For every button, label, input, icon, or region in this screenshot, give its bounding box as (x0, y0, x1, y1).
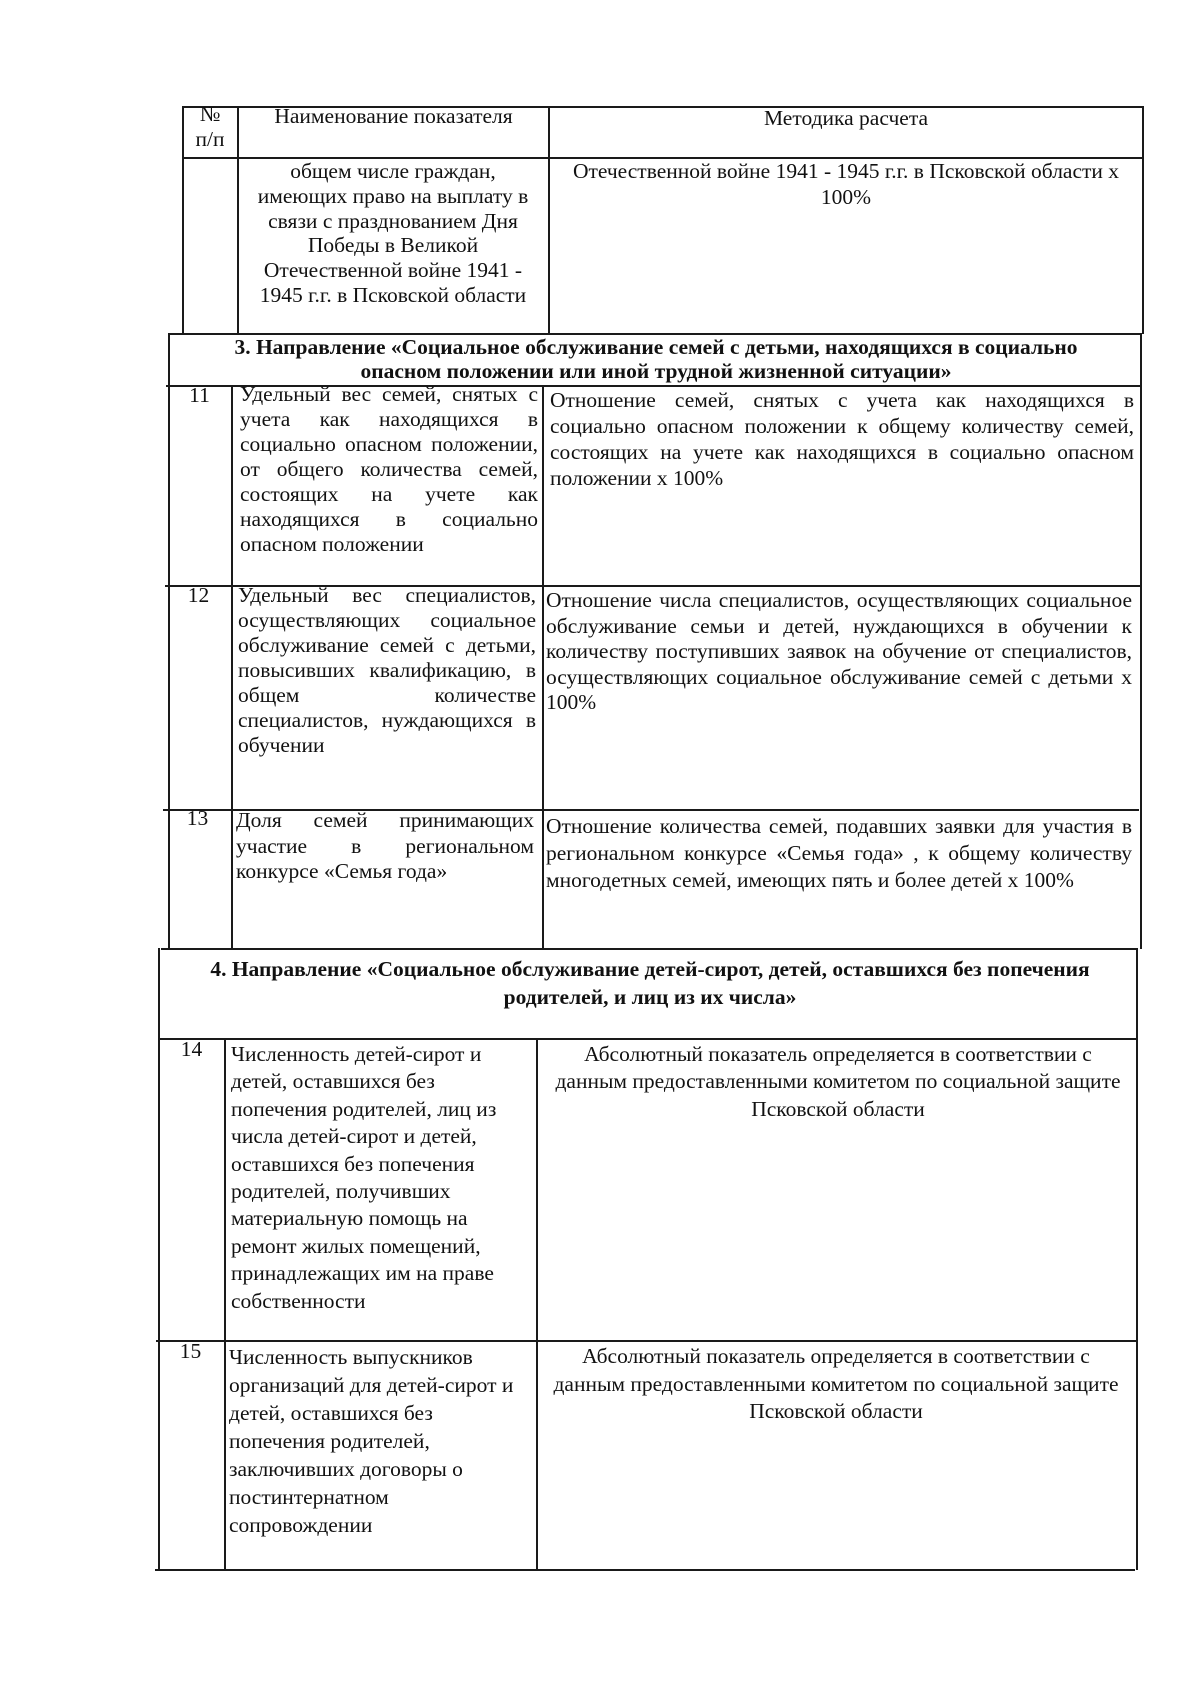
cont-method: Отечественной войне 1941 - 1945 г.г. в Псковской области х 100% (572, 159, 1120, 209)
row14-method: Абсолютный показатель определяется в соответствии с данным предоставленными комитетом по социальной защите Псковской области (555, 1042, 1121, 1121)
left-border-2 (168, 333, 170, 949)
row13-method: Отношение количества семей, подавших заявки для участия в региональном конкурсе «Семья года» , к общему количеству многодетных семей, имеющих пять и более детей х 100% (546, 814, 1132, 892)
right-border-1 (1142, 106, 1144, 334)
header-num: № п/п (195, 102, 225, 151)
row13-num: 13 (186, 806, 209, 830)
header-method: Методика расчета (763, 106, 929, 130)
row15-name: Численность выпускников организаций для детей-сирот и детей, оставшихся без попечения родителей, заключивших договоры о постинтернатном сопровождении (229, 1345, 514, 1537)
right-border-3 (1136, 948, 1138, 1570)
right-border-2 (1140, 333, 1142, 949)
row11-num: 11 (189, 383, 210, 407)
row11-method: Отношение семей, снятых с учета как находящихся в социально опасном положении к общему количеству семей, состоящих на учете как находящихся в социально опасном положении х 100% (550, 388, 1134, 490)
section4-heading: 4. Направление «Социальное обслуживание детей-сирот, детей, оставшихся без попечения родителей, и лиц из их числа» (210, 957, 1090, 1009)
row12-name: Удельный вес специалистов, осуществляющих социальное обслуживание семей с детьми, повысивших квалификацию, в общем количестве специалистов, нуждающихся в обучении (238, 583, 536, 757)
cont-name: общем числе граждан, имеющих право на выплату в связи с празднованием Дня Победы в Великой Отечественной войне 1941 - 1945 г.г. в Псковской области (257, 159, 529, 307)
row12-method: Отношение числа специалистов, осуществляющих социальное обслуживание семьи и детей, нуждающихся в обучении к количеству поступивших заявок на обучение от специалистов, осуществляющих социальное обслуживание семей с детьми х 100% (546, 588, 1132, 714)
row15-method: Абсолютный показатель определяется в соответствии с данным предоставленными комитетом по социальной защите Псковской области (553, 1344, 1119, 1423)
row11-name: Удельный вес семей, снятых с учета как находящихся в социально опасном положении, от общего количества семей, состоящих на учете как находящихся в социально опасном положении (240, 382, 538, 556)
row14-name: Численность детей-сирот и детей, оставшихся без попечения родителей, лиц из числа детей-сирот и детей, оставшихся без попечения родителей, получивших материальную помощь на ремонт жилых помещений, принадлежащих им на праве собственности (231, 1042, 497, 1313)
row12-num: 12 (187, 583, 210, 607)
col2-divider-c (536, 1038, 538, 1570)
section4-top-border (161, 948, 1138, 950)
col2-divider-a (548, 106, 550, 334)
table-bottom-border (155, 1569, 1135, 1571)
col1-divider-c (224, 1038, 226, 1570)
col1-divider-a (237, 106, 239, 334)
section3-heading: 3. Направление «Социальное обслуживание семей с детьми, находящихся в социально опасном положении или иной трудной жизненной ситуации» (234, 335, 1078, 383)
row13-name: Доля семей принимающих участие в региональном конкурсе «Семья года» (236, 808, 534, 883)
row15-num: 15 (179, 1339, 202, 1363)
header-name: Наименование показателя (274, 104, 513, 128)
row14-top-border (158, 1038, 1137, 1040)
col2-divider-b (542, 385, 544, 949)
col1-divider-b (231, 385, 233, 949)
row15-top-border (156, 1340, 1136, 1342)
row14-num: 14 (180, 1037, 203, 1061)
